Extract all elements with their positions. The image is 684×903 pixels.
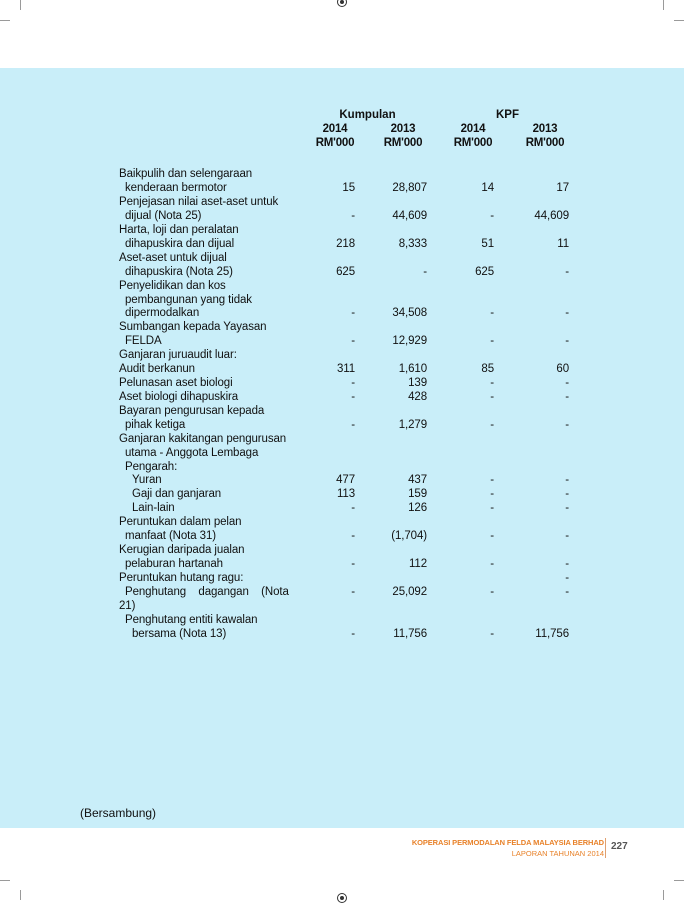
table-row	[0, 209, 684, 223]
cell-value: (1,704)	[391, 530, 427, 542]
cell-value: -	[351, 628, 355, 640]
cell-value: 159	[408, 488, 427, 500]
row-label: Penyelidikan dan kos	[119, 280, 226, 292]
table-row	[0, 195, 684, 209]
cell-value: -	[351, 377, 355, 389]
group-header-kumpulan: Kumpulan	[339, 109, 396, 121]
cell-value: 11,756	[535, 628, 569, 640]
table-row	[0, 599, 684, 613]
table-row	[0, 237, 684, 251]
row-label: Kerugian daripada jualan	[119, 544, 245, 556]
cell-value: 44,609	[534, 210, 569, 222]
cell-value: 112	[408, 558, 427, 570]
cell-value: 85	[481, 363, 494, 375]
row-label: Pengarah:	[125, 461, 178, 473]
row-label: FELDA	[125, 335, 162, 347]
cell-value: -	[565, 391, 569, 403]
cell-value: -	[490, 586, 494, 598]
cell-value: -	[565, 502, 569, 514]
row-label: Yuran	[132, 474, 162, 486]
continued-note: (Bersambung)	[80, 806, 157, 820]
footer-divider	[605, 838, 606, 858]
cell-value: -	[565, 377, 569, 389]
cell-value: -	[565, 586, 569, 598]
cell-value: 437	[408, 474, 427, 486]
cell-value: -	[351, 586, 355, 598]
table-row	[0, 362, 684, 376]
cell-value: -	[565, 572, 569, 584]
cell-value: -	[565, 307, 569, 319]
footer-report-title: LAPORAN TAHUNAN 2014	[511, 849, 604, 858]
table-row	[0, 432, 684, 446]
table-row	[0, 418, 684, 432]
col-header-year: 2013	[390, 123, 416, 135]
cell-value: -	[351, 530, 355, 542]
cell-value: -	[565, 266, 569, 278]
col-header-unit: RM'000	[315, 137, 355, 149]
crop-mark	[663, 890, 664, 900]
row-label: 21)	[119, 600, 136, 612]
table-row	[0, 487, 684, 501]
table-row	[0, 446, 684, 460]
cell-value: -	[351, 335, 355, 347]
cell-value: 34,508	[392, 307, 427, 319]
row-label: dihapuskira dan dijual	[125, 238, 235, 250]
row-label: dihapuskira (Nota 25)	[125, 266, 233, 278]
cell-value: -	[351, 307, 355, 319]
col-header-unit: RM'000	[453, 137, 493, 149]
table-row	[0, 404, 684, 418]
row-label: Peruntukan dalam pelan	[119, 516, 242, 528]
table-row	[0, 613, 684, 627]
table-row	[0, 571, 684, 585]
cell-value: 1,279	[398, 419, 427, 431]
cell-value: 17	[556, 182, 569, 194]
row-label: manfaat (Nota 31)	[125, 530, 216, 542]
table-row	[0, 181, 684, 195]
cell-value: 11,756	[393, 628, 427, 640]
cell-value: -	[490, 530, 494, 542]
table-row	[0, 265, 684, 279]
crop-mark	[0, 20, 10, 21]
cell-value: 477	[336, 474, 355, 486]
cell-value: 8,333	[398, 238, 427, 250]
table-row	[0, 585, 684, 599]
row-label: Penghutang entiti kawalan	[125, 614, 258, 626]
cell-value: 311	[336, 363, 355, 375]
row-label: Harta, loji dan peralatan	[119, 224, 239, 236]
registration-mark-icon	[337, 0, 347, 7]
cell-value: -	[565, 530, 569, 542]
table-row	[0, 376, 684, 390]
row-label: Ganjaran kakitangan pengurusan	[119, 433, 287, 445]
registration-mark-icon	[337, 893, 347, 903]
cell-value: 51	[481, 238, 494, 250]
cell-value: -	[565, 335, 569, 347]
row-label: utama - Anggota Lembaga	[125, 447, 259, 459]
crop-mark	[674, 880, 684, 881]
cell-value: -	[351, 502, 355, 514]
cell-value: -	[490, 307, 494, 319]
table-row	[0, 306, 684, 320]
row-label: Sumbangan kepada Yayasan	[119, 321, 267, 333]
table-row	[0, 515, 684, 529]
row-label: Ganjaran juruaudit luar:	[119, 349, 237, 361]
cell-value: 25,092	[392, 586, 427, 598]
cell-value: -	[423, 266, 427, 278]
page-number: 227	[611, 841, 628, 852]
cell-value: -	[565, 474, 569, 486]
cell-value: -	[490, 210, 494, 222]
crop-mark	[20, 0, 21, 10]
cell-value: 126	[408, 502, 427, 514]
cell-value: -	[490, 419, 494, 431]
col-header-year: 2014	[460, 123, 486, 135]
row-label: Aset-aset untuk dijual	[119, 252, 227, 264]
cell-value: -	[490, 335, 494, 347]
row-label: Audit berkanun	[119, 363, 195, 375]
row-label: Baikpulih dan selengaraan	[119, 168, 253, 180]
row-label: dijual (Nota 25)	[125, 210, 202, 222]
cell-value: 11	[557, 238, 569, 250]
crop-mark	[674, 20, 684, 21]
table-row	[0, 390, 684, 404]
table-row	[0, 223, 684, 237]
cell-value: -	[490, 474, 494, 486]
table-row	[0, 167, 684, 181]
cell-value: 12,929	[392, 335, 427, 347]
cell-value: 28,807	[392, 182, 427, 194]
cell-value: -	[490, 377, 494, 389]
row-label: pelaburan hartanah	[125, 558, 223, 570]
table-row	[0, 543, 684, 557]
row-label: dipermodalkan	[125, 307, 200, 319]
row-label: Gaji dan ganjaran	[132, 488, 222, 500]
cell-value: -	[351, 558, 355, 570]
cell-value: 15	[342, 182, 355, 194]
cell-value: 218	[336, 238, 355, 250]
cell-value: -	[565, 558, 569, 570]
cell-value: -	[490, 558, 494, 570]
cell-value: -	[565, 488, 569, 500]
cell-value: 1,610	[398, 363, 427, 375]
table-row	[0, 529, 684, 543]
cell-value: 113	[336, 488, 355, 500]
row-label: pihak ketiga	[125, 419, 186, 431]
row-label: Bayaran pengurusan kepada	[119, 405, 265, 417]
col-header-year: 2013	[532, 123, 558, 135]
footer-org-name: KOPERASI PERMODALAN FELDA MALAYSIA BERHAD	[411, 838, 604, 847]
table-row	[0, 334, 684, 348]
row-label: Pelunasan aset biologi	[119, 377, 233, 389]
cell-value: -	[490, 628, 494, 640]
crop-mark	[0, 880, 10, 881]
col-header-unit: RM'000	[383, 137, 423, 149]
table-row	[0, 348, 684, 362]
cell-value: -	[490, 391, 494, 403]
cell-value: -	[351, 391, 355, 403]
table-row	[0, 279, 684, 293]
row-label: kenderaan bermotor	[125, 182, 227, 194]
group-header-kpf: KPF	[496, 109, 519, 121]
table-row	[0, 460, 684, 474]
cell-value: -	[490, 502, 494, 514]
table-row	[0, 251, 684, 265]
cell-value: -	[490, 488, 494, 500]
col-header-unit: RM'000	[525, 137, 565, 149]
cell-value: 139	[408, 377, 427, 389]
row-label: Lain-lain	[132, 502, 175, 514]
table-row	[0, 293, 684, 307]
table-row	[0, 501, 684, 515]
table-row	[0, 320, 684, 334]
row-label: bersama (Nota 13)	[132, 628, 227, 640]
cell-value: 428	[408, 391, 427, 403]
crop-mark	[20, 890, 21, 900]
col-header-year: 2014	[322, 123, 348, 135]
cell-value: 14	[481, 182, 494, 194]
cell-value: -	[351, 419, 355, 431]
cell-value: 60	[556, 363, 569, 375]
table-row	[0, 627, 684, 641]
cell-value: -	[565, 419, 569, 431]
cell-value: 625	[336, 266, 355, 278]
row-label: Aset biologi dihapuskira	[119, 391, 239, 403]
crop-mark	[663, 0, 664, 10]
table-row	[0, 557, 684, 571]
table-row	[0, 473, 684, 487]
cell-value: -	[351, 210, 355, 222]
row-label: Penjejasan nilai aset-aset untuk	[119, 196, 279, 208]
cell-value: 44,609	[392, 210, 427, 222]
row-label: Peruntukan hutang ragu:	[119, 572, 244, 584]
row-label: pembangunan yang tidak	[125, 294, 252, 306]
row-label: Penghutang dagangan (Nota	[125, 586, 289, 598]
cell-value: 625	[475, 266, 494, 278]
